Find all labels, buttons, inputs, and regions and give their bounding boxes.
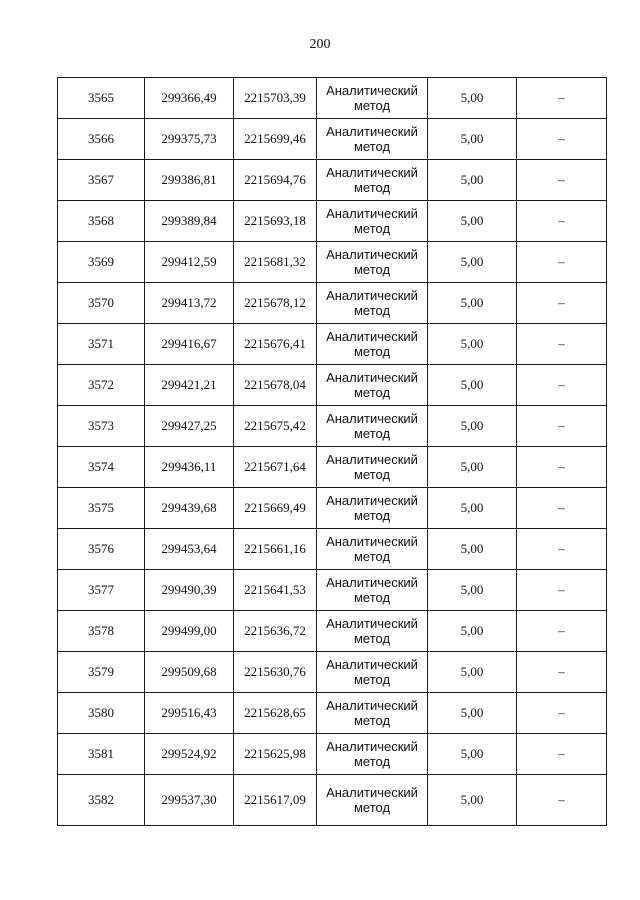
page-number: 200 xyxy=(309,37,331,52)
method-line-2: метод xyxy=(353,713,391,728)
method-line-1: Аналитический xyxy=(326,785,418,800)
table-row xyxy=(58,406,607,447)
point-number-cell: 3579 xyxy=(58,652,145,693)
precision-cell: 5,00 xyxy=(428,693,517,734)
precision-cell: 5,00 xyxy=(428,365,517,406)
method-line-1: Аналитический xyxy=(326,616,418,631)
precision-cell: 5,00 xyxy=(428,283,517,324)
method-line-2: метод xyxy=(353,262,391,277)
method-line-1: Аналитический xyxy=(326,165,418,180)
description-cell: – xyxy=(517,693,607,734)
y-coordinate-cell: 2215661,16 xyxy=(234,529,317,570)
description-cell: – xyxy=(517,324,607,365)
method-cell xyxy=(317,406,428,447)
point-number-cell: 3573 xyxy=(58,406,145,447)
x-coordinate-cell: 299516,43 xyxy=(145,693,234,734)
x-coordinate-cell: 299524,92 xyxy=(145,734,234,775)
table-row xyxy=(58,201,607,242)
y-coordinate-cell: 2215699,46 xyxy=(234,119,317,160)
description-cell: – xyxy=(517,775,607,826)
point-number-cell: 3582 xyxy=(58,775,145,826)
table-row xyxy=(58,447,607,488)
y-coordinate-cell: 2215641,53 xyxy=(234,570,317,611)
x-coordinate-cell: 299439,68 xyxy=(145,488,234,529)
method-line-2: метод xyxy=(353,800,391,815)
table-row xyxy=(58,488,607,529)
x-coordinate-cell: 299412,59 xyxy=(145,242,234,283)
description-cell: – xyxy=(517,78,607,119)
method-line-1: Аналитический xyxy=(326,370,418,385)
precision-cell: 5,00 xyxy=(428,324,517,365)
point-number-cell: 3572 xyxy=(58,365,145,406)
x-coordinate-cell: 299389,84 xyxy=(145,201,234,242)
method-cell xyxy=(317,775,428,826)
table-row xyxy=(58,119,607,160)
x-coordinate-cell: 299509,68 xyxy=(145,652,234,693)
x-coordinate-cell: 299386,81 xyxy=(145,160,234,201)
method-line-1: Аналитический xyxy=(326,411,418,426)
table-body xyxy=(58,78,607,826)
method-line-1: Аналитический xyxy=(326,206,418,221)
y-coordinate-cell: 2215678,04 xyxy=(234,365,317,406)
precision-cell: 5,00 xyxy=(428,488,517,529)
method-line-2: метод xyxy=(353,139,391,154)
y-coordinate-cell: 2215617,09 xyxy=(234,775,317,826)
y-coordinate-cell: 2215676,41 xyxy=(234,324,317,365)
point-number-cell: 3574 xyxy=(58,447,145,488)
point-number-cell: 3576 xyxy=(58,529,145,570)
method-cell xyxy=(317,242,428,283)
method-cell xyxy=(317,693,428,734)
method-cell xyxy=(317,283,428,324)
method-line-1: Аналитический xyxy=(326,83,418,98)
description-cell: – xyxy=(517,365,607,406)
description-cell: – xyxy=(517,447,607,488)
description-cell: – xyxy=(517,611,607,652)
x-coordinate-cell: 299537,30 xyxy=(145,775,234,826)
precision-cell: 5,00 xyxy=(428,406,517,447)
method-line-1: Аналитический xyxy=(326,739,418,754)
description-cell: – xyxy=(517,242,607,283)
table-row xyxy=(58,693,607,734)
point-number-cell: 3575 xyxy=(58,488,145,529)
point-number-cell: 3567 xyxy=(58,160,145,201)
table-row xyxy=(58,283,607,324)
y-coordinate-cell: 2215636,72 xyxy=(234,611,317,652)
description-cell: – xyxy=(517,570,607,611)
method-cell xyxy=(317,611,428,652)
method-line-1: Аналитический xyxy=(326,534,418,549)
y-coordinate-cell: 2215671,64 xyxy=(234,447,317,488)
method-line-1: Аналитический xyxy=(326,452,418,467)
method-line-2: метод xyxy=(353,426,391,441)
precision-cell: 5,00 xyxy=(428,652,517,693)
method-cell xyxy=(317,529,428,570)
table-row xyxy=(58,734,607,775)
method-line-2: метод xyxy=(353,221,391,236)
description-cell: – xyxy=(517,529,607,570)
point-number-cell: 3569 xyxy=(58,242,145,283)
method-cell xyxy=(317,119,428,160)
y-coordinate-cell: 2215693,18 xyxy=(234,201,317,242)
table-row xyxy=(58,529,607,570)
y-coordinate-cell: 2215675,42 xyxy=(234,406,317,447)
method-cell xyxy=(317,201,428,242)
description-cell: – xyxy=(517,406,607,447)
x-coordinate-cell: 299366,49 xyxy=(145,78,234,119)
table-row xyxy=(58,78,607,119)
method-line-2: метод xyxy=(353,467,391,482)
method-line-1: Аналитический xyxy=(326,575,418,590)
method-line-2: метод xyxy=(353,754,391,769)
description-cell: – xyxy=(517,119,607,160)
description-cell: – xyxy=(517,160,607,201)
precision-cell: 5,00 xyxy=(428,119,517,160)
table-row xyxy=(58,652,607,693)
method-line-1: Аналитический xyxy=(326,657,418,672)
method-line-1: Аналитический xyxy=(326,698,418,713)
method-line-2: метод xyxy=(353,344,391,359)
description-cell: – xyxy=(517,283,607,324)
method-line-2: метод xyxy=(353,672,391,687)
method-cell xyxy=(317,78,428,119)
precision-cell: 5,00 xyxy=(428,78,517,119)
x-coordinate-cell: 299436,11 xyxy=(145,447,234,488)
y-coordinate-cell: 2215703,39 xyxy=(234,78,317,119)
point-number-cell: 3580 xyxy=(58,693,145,734)
y-coordinate-cell: 2215681,32 xyxy=(234,242,317,283)
table-row xyxy=(58,160,607,201)
x-coordinate-cell: 299499,00 xyxy=(145,611,234,652)
method-cell xyxy=(317,734,428,775)
y-coordinate-cell: 2215678,12 xyxy=(234,283,317,324)
method-line-2: метод xyxy=(353,508,391,523)
method-line-2: метод xyxy=(353,590,391,605)
method-cell xyxy=(317,324,428,365)
precision-cell: 5,00 xyxy=(428,775,517,826)
method-cell xyxy=(317,365,428,406)
point-number-cell: 3570 xyxy=(58,283,145,324)
y-coordinate-cell: 2215625,98 xyxy=(234,734,317,775)
method-line-1: Аналитический xyxy=(326,329,418,344)
table-row xyxy=(58,324,607,365)
precision-cell: 5,00 xyxy=(428,201,517,242)
method-line-2: метод xyxy=(353,549,391,564)
precision-cell: 5,00 xyxy=(428,242,517,283)
table-row xyxy=(58,611,607,652)
y-coordinate-cell: 2215630,76 xyxy=(234,652,317,693)
x-coordinate-cell: 299375,73 xyxy=(145,119,234,160)
method-cell xyxy=(317,488,428,529)
x-coordinate-cell: 299416,67 xyxy=(145,324,234,365)
precision-cell: 5,00 xyxy=(428,529,517,570)
point-number-cell: 3571 xyxy=(58,324,145,365)
description-cell: – xyxy=(517,201,607,242)
precision-cell: 5,00 xyxy=(428,160,517,201)
method-line-2: метод xyxy=(353,303,391,318)
point-number-cell: 3577 xyxy=(58,570,145,611)
method-line-2: метод xyxy=(353,631,391,646)
y-coordinate-cell: 2215628,65 xyxy=(234,693,317,734)
description-cell: – xyxy=(517,734,607,775)
precision-cell: 5,00 xyxy=(428,734,517,775)
point-number-cell: 3578 xyxy=(58,611,145,652)
y-coordinate-cell: 2215669,49 xyxy=(234,488,317,529)
method-line-1: Аналитический xyxy=(326,247,418,262)
x-coordinate-cell: 299421,21 xyxy=(145,365,234,406)
description-cell: – xyxy=(517,652,607,693)
precision-cell: 5,00 xyxy=(428,611,517,652)
precision-cell: 5,00 xyxy=(428,570,517,611)
method-line-2: метод xyxy=(353,180,391,195)
point-number-cell: 3566 xyxy=(58,119,145,160)
method-line-2: метод xyxy=(353,385,391,400)
x-coordinate-cell: 299490,39 xyxy=(145,570,234,611)
point-number-cell: 3581 xyxy=(58,734,145,775)
x-coordinate-cell: 299427,25 xyxy=(145,406,234,447)
method-line-2: метод xyxy=(353,98,391,113)
precision-cell: 5,00 xyxy=(428,447,517,488)
method-cell xyxy=(317,447,428,488)
table-row xyxy=(58,242,607,283)
table-row xyxy=(58,365,607,406)
y-coordinate-cell: 2215694,76 xyxy=(234,160,317,201)
method-cell xyxy=(317,652,428,693)
table-row xyxy=(58,775,607,826)
method-line-1: Аналитический xyxy=(326,124,418,139)
method-line-1: Аналитический xyxy=(326,288,418,303)
method-cell xyxy=(317,160,428,201)
method-cell xyxy=(317,570,428,611)
x-coordinate-cell: 299453,64 xyxy=(145,529,234,570)
x-coordinate-cell: 299413,72 xyxy=(145,283,234,324)
point-number-cell: 3565 xyxy=(58,78,145,119)
point-number-cell: 3568 xyxy=(58,201,145,242)
method-line-1: Аналитический xyxy=(326,493,418,508)
coordinates-table xyxy=(57,77,607,826)
description-cell: – xyxy=(517,488,607,529)
table-row xyxy=(58,570,607,611)
